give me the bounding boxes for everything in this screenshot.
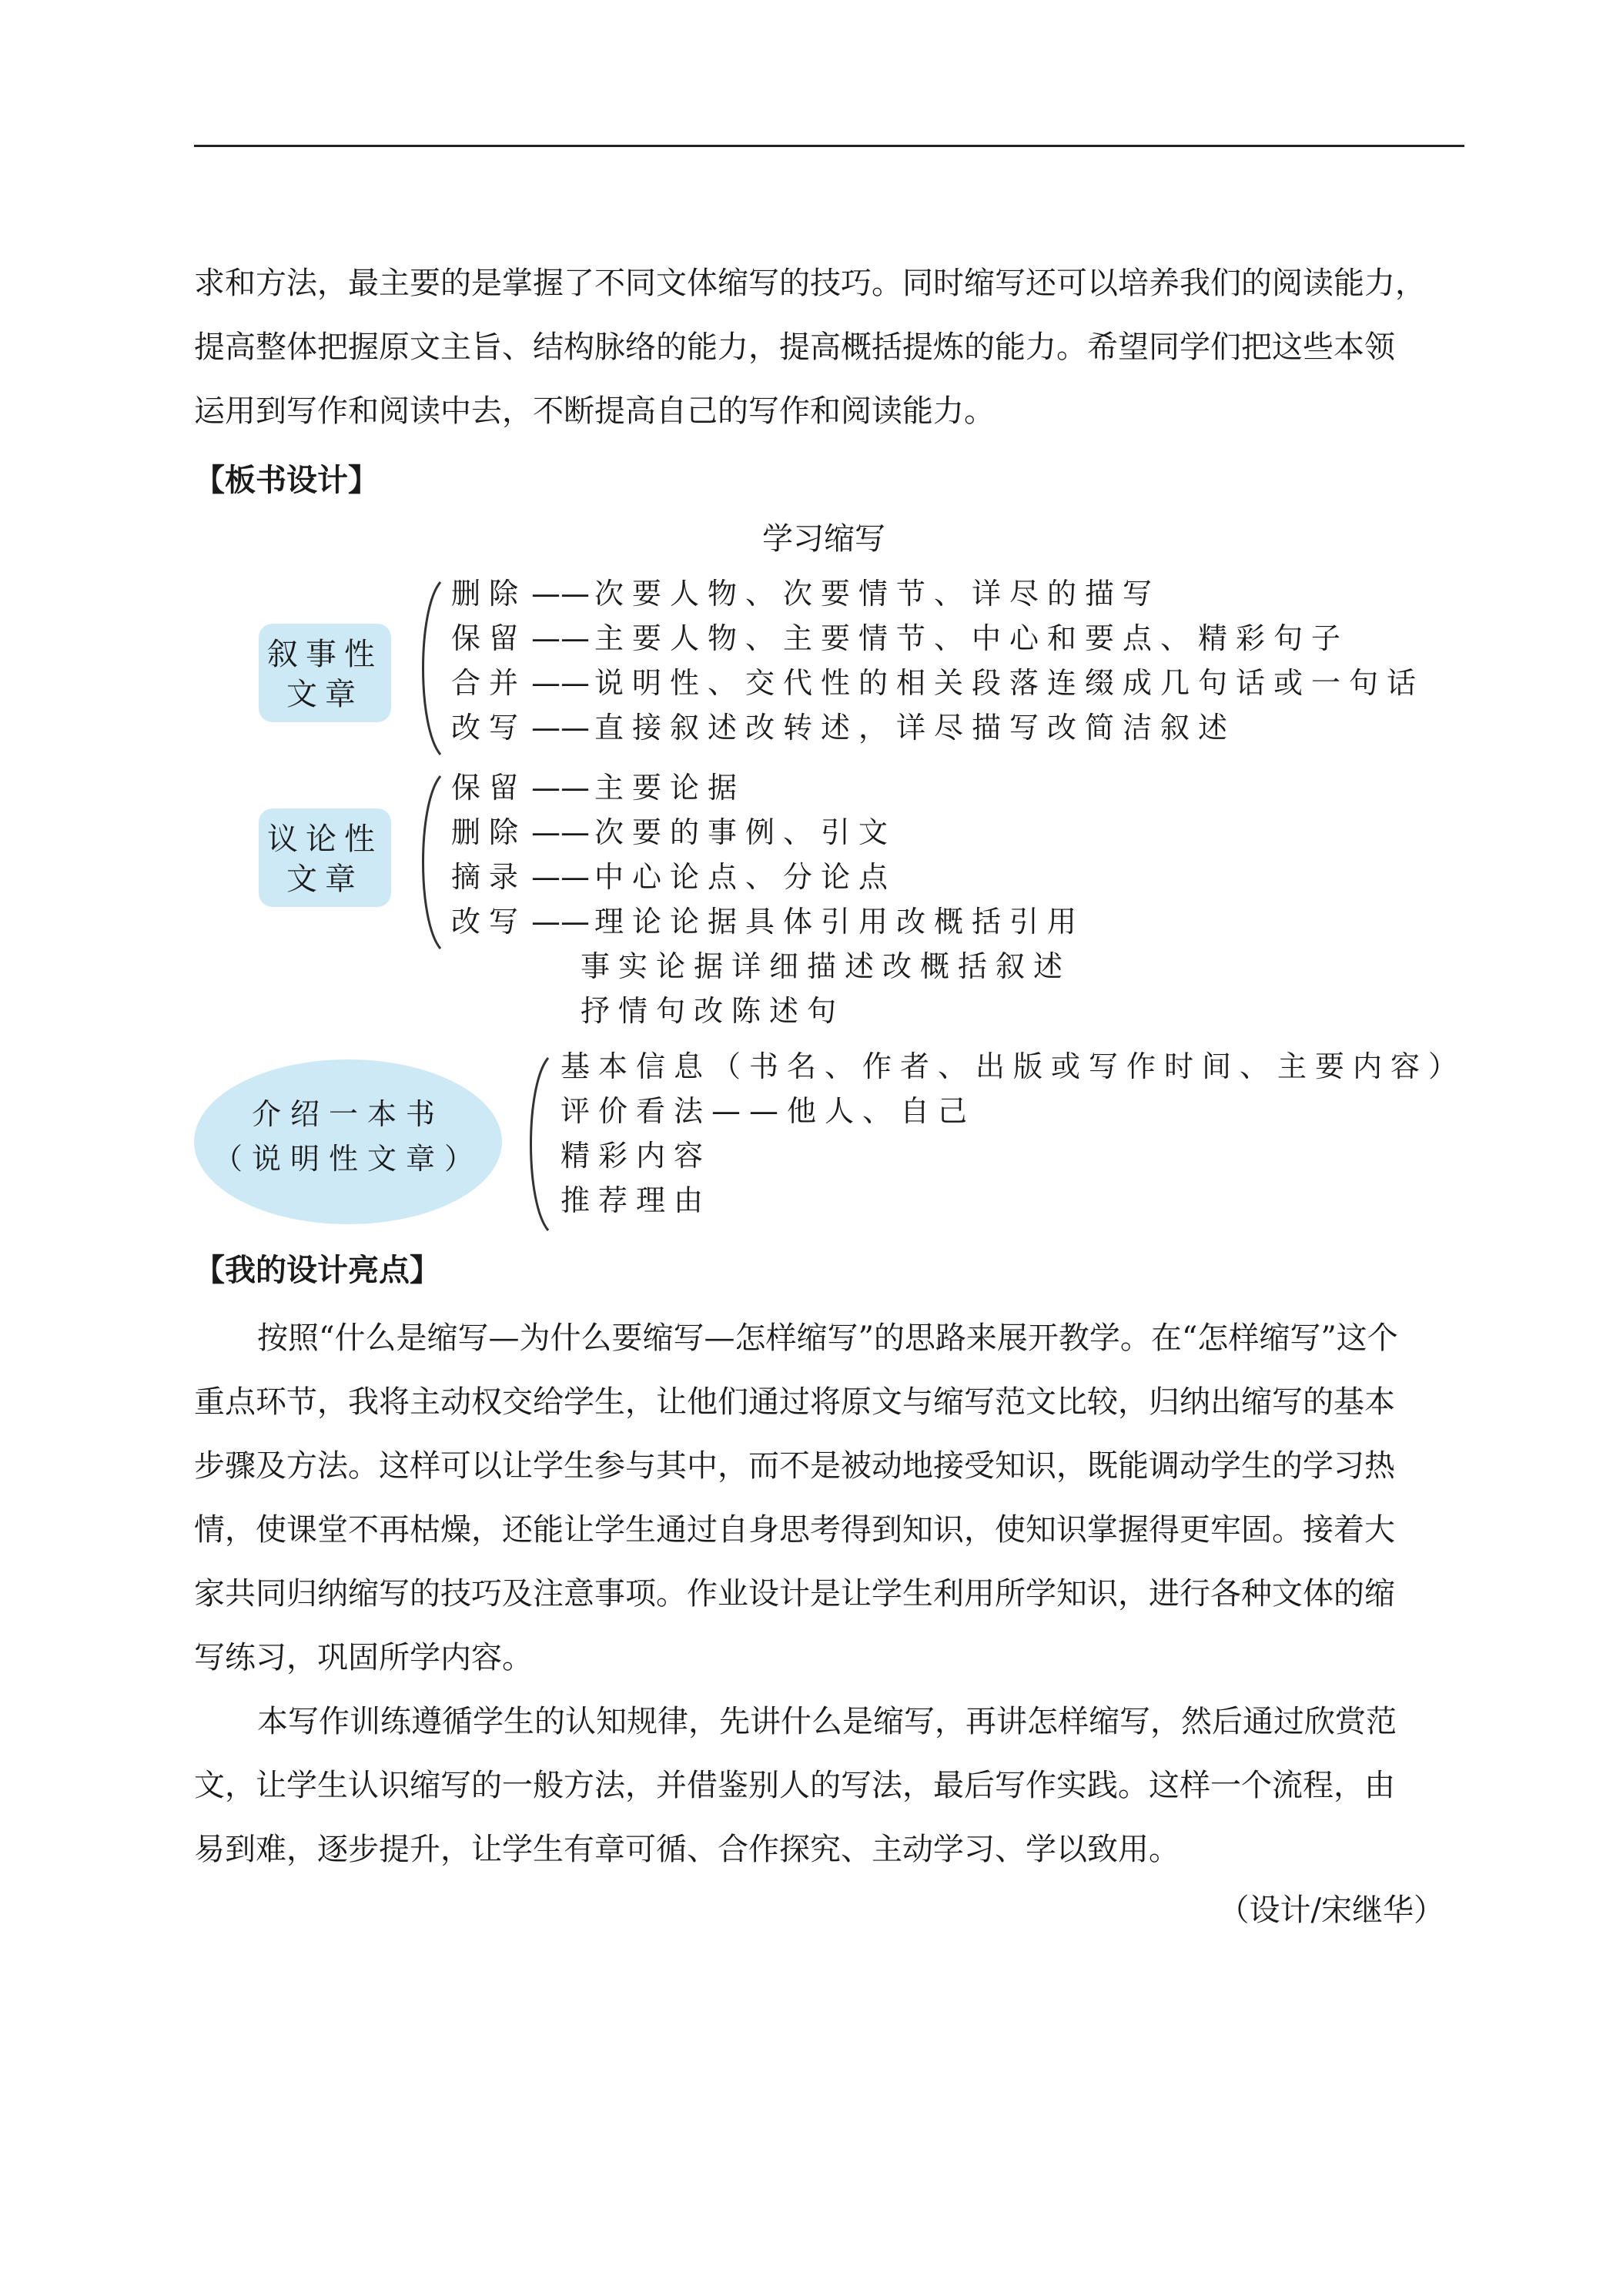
header-rule [194,145,1464,147]
narrative-item: 保留 —— 主要人物、主要情节、中心和要点、精彩句子 [451,621,1350,655]
intro-paragraph [194,252,1464,443]
argument-label-line-1: 议论性 [267,822,383,857]
argument-continuation: 抒情句改陈述句 [581,994,845,1028]
argument-item: 摘录 —— 中心论点、分论点 [451,860,897,894]
argument-brace [407,773,445,952]
intro-line-2: 提高整体把握原文主旨、结构脉络的能力，提高概括提炼的能力。希望同学们把这些本领 [194,330,1395,365]
highlight-paragraph-1 [194,1307,1464,1690]
argument-items [451,765,1085,1033]
book-item: 推荐理由 [561,1183,712,1217]
highlight-p1-line: 家共同归纳缩写的技巧及注意事项。作业设计是让学生利用所学知识，进行各种文体的缩 [194,1576,1395,1612]
narrative-item: 合并 —— 说明性、交代性的相关段落连缀成几句话或一句话 [451,666,1425,700]
book-item: 基本信息（书名、作者、出版或写作时间、主要内容） [561,1049,1467,1083]
intro-line-1: 求和方法，最主要的是掌握了不同文体缩写的技巧。同时缩写还可以培养我们的阅读能力， [194,266,1426,301]
book-label-line-2: （说明性文章） [212,1142,483,1176]
intro-line-3: 运用到写作和阅读中去，不断提高自己的写作和阅读能力。 [194,393,995,429]
highlight-p1-line: 情，使课堂不再枯燥，还能让学生通过自身思考得到知识，使知识掌握得更牢固。接着大 [194,1512,1395,1548]
argument-label-line-2: 文章 [286,862,363,897]
argument-continuation: 事实论据详细描述改概括叙述 [581,949,1072,983]
book-label-line-1: 介绍一本书 [251,1097,444,1131]
board-section-title: 【板书设计】 [194,462,379,498]
argument-item: 删除 —— 次要的事例、引文 [451,815,897,849]
argument-label-box [259,808,391,907]
narrative-brace [407,579,445,758]
highlight-p2-line: 易到难，逐步提升，让学生有章可循、合作探究、主动学习、学以致用。 [194,1832,1180,1867]
narrative-item: 改写 —— 直接叙述改转述，详尽描写改简洁叙述 [451,711,1236,745]
book-item: 精彩内容 [561,1139,712,1173]
book-item: 评价看法——他人、自己 [561,1094,976,1128]
highlight-p1-line: 按照“什么是缩写—为什么要缩写—怎样缩写”的思路来展开教学。在“怎样缩写”这个 [257,1320,1398,1356]
highlight-paragraph-2 [194,1690,1464,1882]
book-items [561,1044,1466,1223]
narrative-label-box [259,624,391,722]
narrative-items [451,571,1424,750]
highlight-section-title: 【我的设计亮点】 [194,1252,440,1288]
board-title: 学习缩写 [762,521,885,557]
highlight-p2-line: 文，让学生认识缩写的一般方法，并借鉴别人的写法，最后写作实践。这样一个流程，由 [194,1768,1395,1803]
argument-item: 保留 —— 主要论据 [451,771,746,805]
narrative-label-line-2: 文章 [286,677,363,712]
book-brace [514,1055,553,1233]
narrative-label-line-1: 叙事性 [267,637,383,672]
highlight-p1-line: 步骤及方法。这样可以让学生参与其中，而不是被动地接受知识，既能调动学生的学习热 [194,1448,1395,1484]
highlight-p2-line: 本写作训练遵循学生的认知规律，先讲什么是缩写，再讲怎样缩写，然后通过欣赏范 [257,1704,1397,1739]
book-label-ellipse [194,1059,502,1224]
signature: （设计/宋继华） [1218,1893,1444,1928]
narrative-item: 删除 —— 次要人物、次要情节、详尽的描写 [451,577,1161,611]
highlight-p1-line: 重点环节，我将主动权交给学生，让他们通过将原文与缩写范文比较，归纳出缩写的基本 [194,1384,1395,1420]
highlight-p1-line: 写练习，巩固所学内容。 [194,1640,533,1675]
argument-item: 改写 —— 理论论据具体引用改概括引用 [451,905,1086,939]
